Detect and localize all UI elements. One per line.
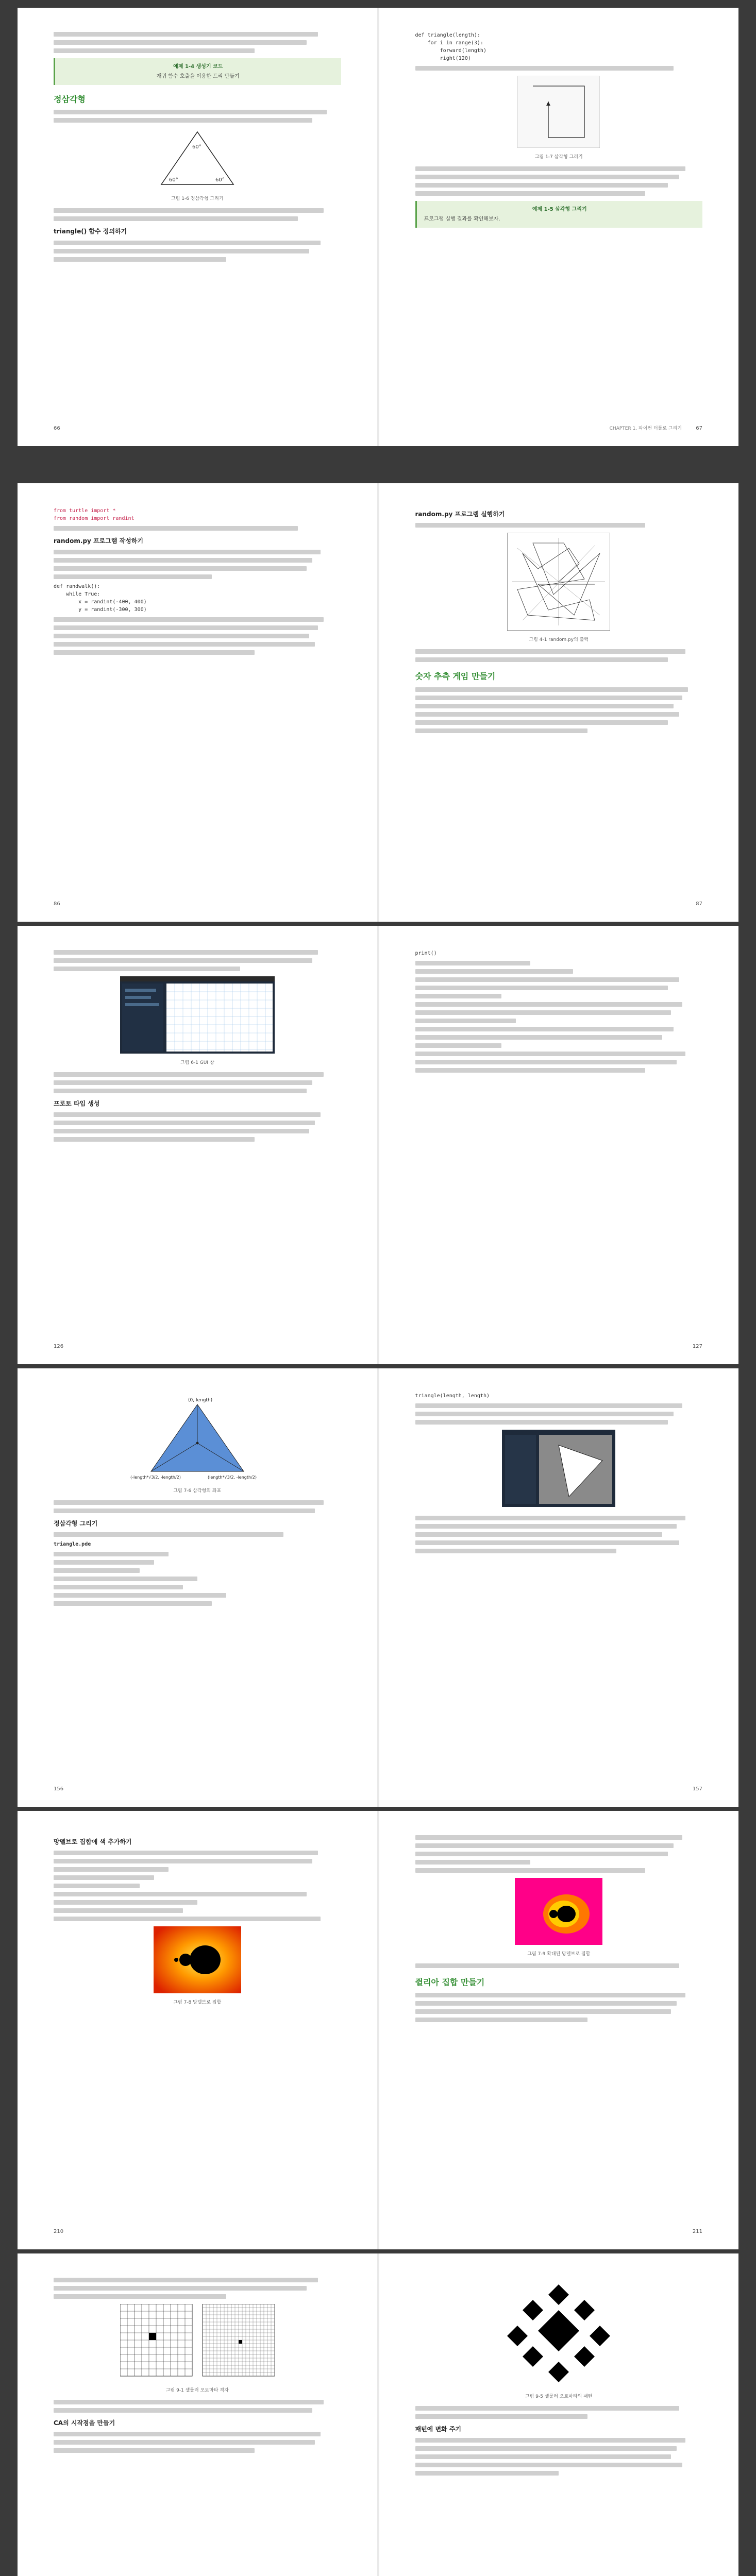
page-number: 156 — [54, 1786, 64, 1792]
text-line — [54, 249, 309, 253]
code-line: def randwalk(): — [54, 584, 100, 590]
code-label: triangle(length, length) — [415, 1393, 490, 1399]
text-line — [415, 1027, 674, 1031]
figure-caption: 그림 4-1 random.py의 출력 — [529, 637, 589, 643]
note-title: 예제 1-5 삼각형 그리기 — [532, 206, 587, 212]
triangle-figure — [54, 128, 341, 203]
subheading: 프로토 타입 생성 — [54, 1099, 100, 1107]
text-line — [415, 1420, 668, 1425]
text-line — [54, 617, 324, 622]
text-line — [54, 1585, 183, 1589]
page-right — [379, 8, 739, 446]
book-spread-5 — [18, 1811, 738, 2249]
text-line — [54, 2432, 321, 2436]
text-line — [54, 1851, 318, 1855]
text-line — [54, 650, 255, 655]
page-right — [379, 1811, 739, 2249]
text-line — [54, 634, 309, 638]
text-line — [415, 1860, 530, 1865]
text-line — [415, 977, 680, 982]
page-left — [18, 1368, 377, 1807]
text-line — [415, 1963, 680, 1968]
book-spread-2 — [18, 483, 738, 922]
text-line — [54, 1560, 154, 1565]
page-left — [18, 2253, 377, 2576]
mandelbrot-figure — [54, 1926, 341, 2007]
text-line — [415, 2009, 671, 2014]
text-line — [54, 1577, 197, 1581]
code-line: from random import randint — [54, 516, 135, 521]
text-line — [415, 994, 501, 998]
text-line — [415, 728, 588, 733]
rotating-triangle-figure — [415, 1430, 703, 1511]
code-block — [54, 583, 341, 614]
page-number: 87 — [696, 901, 702, 907]
text-line — [54, 950, 318, 955]
subheading: triangle() 함수 정의하기 — [54, 228, 127, 235]
code-block — [415, 950, 703, 957]
subheading: random.py 프로그램 작성하기 — [54, 537, 143, 545]
text-line — [415, 1002, 682, 1007]
code-line: while True: — [54, 591, 100, 598]
text-line — [54, 1137, 255, 1142]
vertex-label: (length*√3/2, -length/2) — [207, 1475, 257, 1480]
text-line — [54, 1121, 315, 1125]
page-left — [18, 8, 377, 446]
text-line — [415, 649, 685, 654]
text-line — [54, 1509, 315, 1513]
text-line — [54, 2294, 226, 2299]
text-line — [54, 625, 318, 630]
cellular-automata-grid-figure — [54, 2304, 341, 2395]
text-line — [54, 1568, 140, 1573]
page-number: 67 — [696, 426, 702, 431]
subheading: random.py 프로그램 실행하기 — [415, 511, 505, 518]
page-number: 210 — [54, 2229, 64, 2234]
text-line — [415, 1993, 685, 1997]
figure-caption: 그림 6-1 GUI 창 — [180, 1060, 214, 1065]
text-line — [415, 2471, 559, 2476]
text-line — [415, 1052, 685, 1056]
code-line: from turtle import * — [54, 508, 116, 514]
text-line — [415, 1060, 677, 1064]
text-line — [54, 967, 240, 971]
text-line — [415, 2438, 685, 2443]
code-title: triangle.pde — [54, 1541, 91, 1548]
text-line — [415, 1412, 674, 1416]
text-line — [415, 2001, 677, 2006]
text-line — [415, 1540, 680, 1545]
text-line — [415, 1549, 616, 1553]
running-footer: CHAPTER 1. 파이썬 터틀로 그리기 — [609, 426, 682, 431]
text-line — [54, 566, 307, 571]
figure-caption: 그림 7-8 망델브로 집합 — [173, 2000, 222, 2006]
text-line — [415, 66, 674, 71]
book-spread-3 — [18, 926, 738, 1364]
text-line — [415, 1843, 674, 1848]
text-line — [54, 1892, 307, 1896]
text-line — [54, 32, 318, 37]
text-line — [54, 2286, 307, 2291]
text-line — [415, 1852, 668, 1856]
text-line — [54, 1080, 312, 1085]
text-line — [415, 523, 645, 528]
text-line — [415, 712, 680, 717]
text-line — [415, 961, 530, 965]
note-title: 예제 1-4 생성기 코드 — [173, 64, 223, 70]
text-line — [415, 1524, 677, 1529]
code-line: def triangle(length): — [415, 32, 480, 38]
code-line: for i in range(3): — [415, 40, 483, 46]
text-line — [415, 1532, 662, 1537]
page-number: 126 — [54, 1344, 64, 1349]
triangle-coordinates-figure — [54, 1394, 341, 1495]
text-line — [54, 216, 298, 221]
code-line: forward(length) — [415, 48, 486, 54]
text-line — [54, 2448, 255, 2453]
page-left — [18, 483, 377, 922]
text-line — [415, 2454, 671, 2459]
text-line — [415, 1868, 645, 1873]
page-right — [379, 483, 739, 922]
spiral-figure — [415, 76, 703, 161]
figure-caption: 그림 1-7 삼각형 그리기 — [534, 154, 583, 160]
text-line — [54, 1593, 226, 1598]
text-line — [54, 642, 315, 647]
code-line: right(120) — [415, 56, 471, 61]
page-number: 66 — [54, 426, 60, 431]
text-line — [415, 2463, 682, 2467]
zoomed-mandelbrot-figure — [415, 1878, 703, 1958]
text-line — [54, 1532, 283, 1537]
book-spread-6 — [18, 2253, 738, 2576]
text-line — [415, 166, 685, 171]
text-line — [415, 657, 668, 662]
text-line — [54, 526, 298, 531]
text-line — [54, 1112, 321, 1117]
text-line — [54, 1072, 324, 1077]
text-line — [54, 1552, 169, 1556]
book-spread-1 — [18, 8, 738, 446]
code-block — [54, 507, 341, 522]
page-right — [379, 926, 739, 1364]
gui-window-figure — [54, 976, 341, 1067]
text-line — [54, 241, 321, 245]
text-line — [54, 2408, 312, 2413]
note-box — [54, 58, 341, 85]
code-block — [54, 1540, 341, 1548]
vertex-label: (0, length) — [188, 1398, 212, 1403]
angle-label: 60° — [192, 144, 201, 150]
text-line — [54, 110, 327, 114]
text-line — [415, 1019, 516, 1023]
random-walk-figure — [415, 533, 703, 644]
figure-caption: 그림 7-9 확대된 망델브로 집합 — [527, 1951, 591, 1957]
text-line — [415, 175, 680, 179]
text-line — [415, 687, 688, 692]
text-line — [54, 1859, 312, 1863]
text-line — [54, 48, 255, 53]
text-line — [54, 2400, 324, 2404]
subheading: 패턴에 변화 주기 — [415, 2425, 462, 2433]
code-block — [415, 1392, 703, 1400]
section-heading: 쥘리아 집합 만들기 — [415, 1977, 485, 1987]
text-line — [415, 1516, 685, 1520]
text-line — [415, 986, 668, 990]
text-line — [54, 1500, 324, 1505]
subheading: 정삼각형 그리기 — [54, 1519, 98, 1527]
text-line — [54, 1884, 140, 1888]
text-line — [415, 2446, 677, 2451]
text-line — [54, 1900, 197, 1905]
text-line — [415, 191, 645, 196]
note-text: 재귀 함수 호출을 이용한 트리 만들기 — [156, 74, 240, 79]
text-line — [415, 2018, 588, 2022]
subheading: CA의 시작점을 만들기 — [54, 2419, 115, 2427]
note-text: 프로그램 실행 결과를 확인해보자. — [424, 216, 500, 222]
text-line — [415, 1835, 682, 1840]
page-right — [379, 1368, 739, 1807]
text-line — [54, 40, 307, 45]
code-line: y = randint(-300, 300) — [54, 607, 147, 613]
text-line — [54, 550, 321, 554]
angle-label: 60° — [169, 177, 178, 183]
vertex-label: (-length*√3/2, -length/2) — [130, 1475, 181, 1480]
text-line — [415, 1043, 501, 1048]
code-block — [415, 31, 703, 62]
text-line — [415, 704, 674, 708]
figure-caption: 그림 9-5 셀룰러 오토마타의 패턴 — [525, 2394, 593, 2399]
text-line — [54, 257, 226, 262]
text-line — [54, 208, 324, 213]
text-line — [54, 574, 212, 579]
page-number: 127 — [692, 1344, 702, 1349]
text-line — [415, 1035, 662, 1040]
figure-caption: 그림 9-1 셀룰러 오토마타 격자 — [165, 2387, 229, 2393]
text-line — [54, 1089, 307, 1093]
text-line — [415, 1010, 671, 1015]
page-left — [18, 1811, 377, 2249]
page-number: 211 — [692, 2229, 702, 2234]
section-heading: 숫자 추측 게임 만들기 — [415, 671, 496, 682]
text-line — [54, 1917, 321, 1921]
figure-caption: 그림 7-6 삼각형의 좌표 — [173, 1488, 222, 1494]
text-line — [415, 1068, 645, 1073]
text-line — [415, 2414, 588, 2419]
angle-label: 60° — [215, 177, 225, 183]
code-line: x = randint(-400, 400) — [54, 599, 147, 605]
text-line — [54, 118, 312, 123]
figure-caption: 그림 1-6 정삼각형 그리기 — [171, 196, 224, 201]
text-line — [54, 1867, 169, 1872]
text-line — [415, 696, 682, 700]
text-line — [415, 2406, 680, 2411]
text-line — [54, 2440, 315, 2445]
page-number: 86 — [54, 901, 60, 907]
page-right — [379, 2253, 739, 2576]
fractal-pattern-figure — [415, 2279, 703, 2401]
text-line — [54, 1601, 212, 1606]
text-line — [415, 1403, 682, 1408]
text-line — [415, 720, 668, 725]
text-line — [54, 1129, 309, 1133]
code-label: print() — [415, 951, 437, 956]
book-spread-4 — [18, 1368, 738, 1807]
text-line — [54, 1908, 183, 1913]
text-line — [415, 183, 668, 188]
note-box — [415, 201, 703, 228]
page-number: 157 — [692, 1786, 702, 1792]
page-left — [18, 926, 377, 1364]
text-line — [54, 2278, 318, 2282]
text-line — [54, 958, 312, 963]
text-line — [415, 969, 574, 974]
text-line — [54, 1875, 154, 1880]
text-line — [54, 558, 312, 563]
section-heading: 정삼각형 — [54, 94, 86, 104]
subheading: 망델브로 집합에 색 추가하기 — [54, 1838, 132, 1845]
